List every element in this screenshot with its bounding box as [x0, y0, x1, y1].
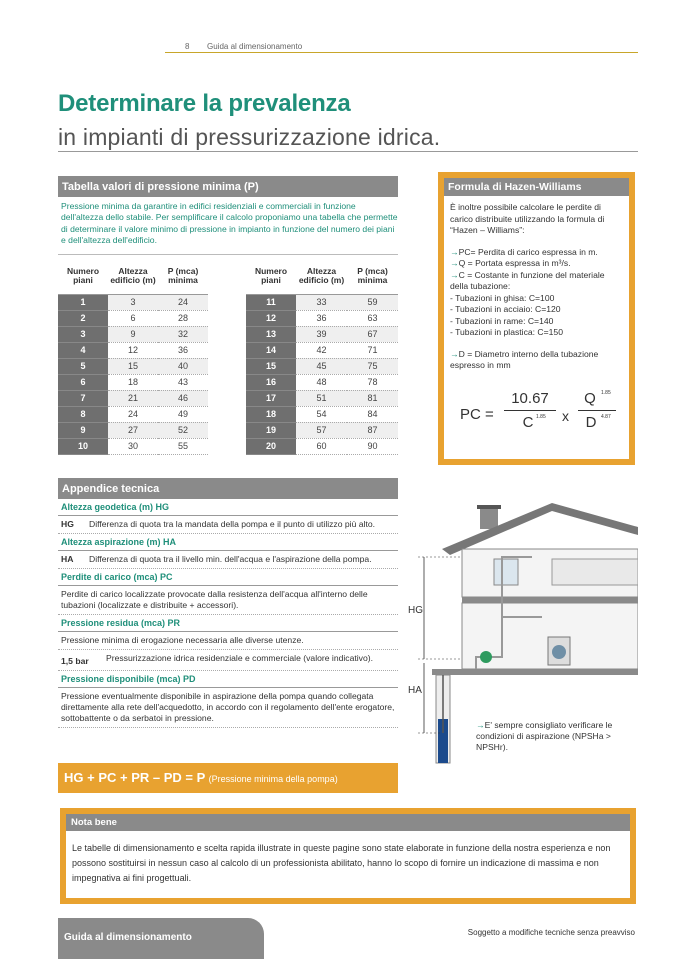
formula-num2: Q: [584, 390, 596, 407]
floor-number-cell: 18: [246, 406, 296, 422]
pressure-cell: 55: [158, 438, 208, 454]
pressure-cell: 78: [347, 374, 398, 390]
pressure-equation: [58, 763, 398, 793]
arrow-icon: →: [476, 720, 485, 730]
height-cell: 33: [296, 294, 347, 310]
pressure-cell: 49: [158, 406, 208, 422]
pressure-cell: 75: [347, 358, 398, 374]
height-cell: 54: [296, 406, 347, 422]
equation-note: (Pressione minima della pompa): [208, 774, 338, 784]
q-definition: [450, 258, 623, 270]
pressure-table-intro: Pressione minima da garantire in edifici residenziali e commerciali in funzione dell'altezza dello stabile. Per semplificare il calcolo proponiamo una tabella che permette di determinare il valore minimo di pressione in impianto in funzione del numero dei piani e dell'altezza dell'edificio.: [61, 201, 398, 245]
col-header: Numero piani: [246, 258, 296, 294]
table-row: [58, 422, 208, 438]
floor-number-cell: 10: [58, 438, 108, 454]
table-row: [58, 326, 208, 342]
term-key: 1,5 bar: [61, 656, 89, 666]
table-row: [246, 294, 398, 310]
chimney: [480, 507, 498, 529]
table-row: [246, 342, 398, 358]
appendix-heading: Appendice tecnica: [58, 478, 398, 499]
formula-box: [438, 172, 635, 465]
appendix-section-title: Altezza geodetica (m) HG: [58, 499, 398, 516]
appendix-row: [58, 586, 398, 615]
height-cell: 39: [296, 326, 347, 342]
floor-number-cell: 5: [58, 358, 108, 374]
formula-den1: C: [522, 414, 534, 431]
floor-number-cell: 17: [246, 390, 296, 406]
material-item: - Tubazioni in plastica: C=150: [450, 327, 563, 337]
height-cell: 57: [296, 422, 347, 438]
pressure-cell: 71: [347, 342, 398, 358]
pressure-table-heading: Tabella valori di pressione minima (P): [58, 176, 398, 197]
appendix-section-title: Pressione disponibile (mca) PD: [58, 671, 398, 688]
appendix-row: [58, 516, 398, 534]
pressure-cell: 84: [347, 406, 398, 422]
appendix-section-title: Pressione residua (mca) PR: [58, 615, 398, 632]
table-row: [246, 438, 398, 454]
table-row: [58, 374, 208, 390]
footer-tab: Guida al dimensionamento: [58, 918, 264, 959]
height-cell: 3: [108, 294, 158, 310]
height-cell: 27: [108, 422, 158, 438]
height-cell: 48: [296, 374, 347, 390]
window: [494, 559, 518, 585]
term-desc: Pressione eventualmente disponibile in aspirazione della pompa quando collegata direttamente alla rete dell'acquedotto, in accordo con il regolamento dell'ente erogatore, sottobattente o da serbatoi in pressione.: [61, 691, 395, 723]
material-item: - Tubazioni in rame: C=140: [450, 315, 554, 326]
term-desc: Differenza di quota tra la mandata della pompa e il punto di utilizzo più alto.: [89, 519, 375, 529]
pc-definition-text: PC= Perdita di carico espressa in m.: [458, 246, 598, 257]
fraction-line: [504, 410, 556, 411]
hazen-williams-formula: [448, 386, 618, 436]
table-row: [246, 390, 398, 406]
exp-q: 1.85: [601, 390, 611, 396]
table-row: [246, 374, 398, 390]
pressure-cell: 81: [347, 390, 398, 406]
formula-den2: D: [585, 414, 597, 431]
arrow-icon: →: [450, 258, 459, 268]
kitchen-cabinets: [552, 559, 638, 585]
height-cell: 60: [296, 438, 347, 454]
table-row: [58, 390, 208, 406]
height-cell: 30: [108, 438, 158, 454]
height-cell: 9: [108, 326, 158, 342]
term-desc: Pressione minima di erogazione necessaria alle diverse utenze.: [61, 635, 304, 645]
col-header: Altezza edificio (m): [296, 258, 347, 294]
nota-bene-text: Le tabelle di dimensionamento e scelta rapida illustrate in queste pagine sono state elaborate in funzione della nostra esperienza e non possono sostituirsi in nessun caso al calcolo di un professionista abilitato, hanno lo scopo di fornire un indicazione di massima e non impegnativa ai fini progettuali.: [72, 843, 611, 883]
pressure-cell: 90: [347, 438, 398, 454]
appendix-row: [58, 632, 398, 650]
page-header: [165, 40, 638, 53]
material-item: - Tubazioni in ghisa: C=100: [450, 292, 555, 303]
pressure-cell: 87: [347, 422, 398, 438]
term-desc: Pressurizzazione idrica residenziale e commerciale (valore indicativo).: [106, 653, 373, 663]
appendix-row: [58, 688, 398, 728]
floor-number-cell: 11: [246, 294, 296, 310]
floor-number-cell: 8: [58, 406, 108, 422]
height-cell: 12: [108, 342, 158, 358]
table-row: [246, 326, 398, 342]
height-cell: 51: [296, 390, 347, 406]
table-row: [246, 406, 398, 422]
floor-number-cell: 6: [58, 374, 108, 390]
pressure-cell: 46: [158, 390, 208, 406]
height-cell: 21: [108, 390, 158, 406]
q-definition-text: Q = Portata espressa in m³/s.: [458, 258, 571, 268]
col-header: Numero piani: [58, 258, 108, 294]
appendix-list: [58, 499, 398, 728]
pressure-cell: 43: [158, 374, 208, 390]
formula-num1: 10.67: [511, 390, 549, 407]
height-cell: 15: [108, 358, 158, 374]
term-key: HG: [61, 519, 74, 529]
formula-intro: È inoltre possibile calcolare le perdite di carico distribuite utilizzando la formula di “Hazen – Williams”:: [450, 202, 605, 235]
height-cell: 24: [108, 406, 158, 422]
page-number: 8: [185, 42, 190, 51]
height-cell: 42: [296, 342, 347, 358]
equation-main: HG + PC + PR – PD = P: [64, 770, 206, 785]
exp-d: 4.87: [601, 414, 611, 420]
title-divider: [58, 151, 638, 152]
table-row: [58, 342, 208, 358]
floor-number-cell: 9: [58, 422, 108, 438]
pressure-cell: 59: [347, 294, 398, 310]
ha-label: HA: [408, 685, 422, 696]
roof: [442, 503, 638, 555]
floor-number-cell: 20: [246, 438, 296, 454]
floor-number-cell: 4: [58, 342, 108, 358]
term-key: HA: [61, 554, 74, 564]
page-subtitle: in impianti di pressurizzazione idrica.: [58, 124, 441, 150]
pressure-cell: 32: [158, 326, 208, 342]
pressure-cell: 67: [347, 326, 398, 342]
arrow-icon: →: [450, 269, 459, 280]
table-row: [58, 438, 208, 454]
table-row: [246, 358, 398, 374]
hg-label: HG: [408, 605, 423, 616]
floor-number-cell: 3: [58, 326, 108, 342]
nota-bene-heading: Nota bene: [66, 814, 630, 831]
table-row: [58, 358, 208, 374]
col-header: P (mca) minima: [158, 258, 208, 294]
floor-slab: [462, 597, 638, 603]
height-cell: 36: [296, 310, 347, 326]
exp-c: 1.85: [536, 414, 546, 420]
formula-box-heading: Formula di Hazen-Williams: [444, 178, 629, 196]
appendix-section-title: Altezza aspirazione (m) HA: [58, 534, 398, 551]
height-cell: 18: [108, 374, 158, 390]
footer-note: Soggetto a modifiche tecniche senza preavviso: [467, 928, 635, 937]
floor-number-cell: 19: [246, 422, 296, 438]
divider: [58, 254, 398, 255]
times-sign: x: [562, 408, 569, 424]
pressure-cell: 52: [158, 422, 208, 438]
pressure-cell: 28: [158, 310, 208, 326]
floor-number-cell: 1: [58, 294, 108, 310]
pressure-table-right: [246, 258, 398, 455]
pc-definition: [450, 247, 623, 259]
nota-bene-box: [60, 808, 636, 904]
table-row: [58, 310, 208, 326]
pressure-cell: 36: [158, 342, 208, 358]
height-cell: 6: [108, 310, 158, 326]
appendix-row: [58, 551, 398, 569]
pressure-cell: 40: [158, 358, 208, 374]
floor-number-cell: 12: [246, 310, 296, 326]
pressure-cell: 63: [347, 310, 398, 326]
floor-number-cell: 16: [246, 374, 296, 390]
appendix-section-title: Perdite di carico (mca) PC: [58, 569, 398, 586]
d-definition-text: D = Diametro interno della tubazione espresso in mm: [450, 348, 599, 370]
table-row: [58, 294, 208, 310]
header-section: Guida al dimensionamento: [207, 42, 303, 51]
nota-bene-inner: [66, 814, 630, 898]
formula-lhs: PC =: [460, 406, 494, 423]
pump: [480, 651, 492, 663]
floor-number-cell: 7: [58, 390, 108, 406]
appendix-row: [58, 650, 398, 671]
fraction-line: [578, 410, 616, 411]
term-desc: Perdite di carico localizzate provocate dalla resistenza dell'acqua all'interno delle tubazioni (localizzate e distribuite + accessori).: [61, 589, 368, 610]
col-header: P (mca) minima: [347, 258, 398, 294]
c-definition-text: C = Costante in funzione del materiale della tubazione:: [450, 269, 605, 291]
term-desc: Differenza di quota tra il livello min. dell'acqua e l'aspirazione della pompa.: [89, 554, 372, 564]
pressure-cell: 24: [158, 294, 208, 310]
washing-machine-door: [552, 645, 566, 659]
floor-number-cell: 15: [246, 358, 296, 374]
npsh-advice-text: E' sempre consigliato verificare le condizioni di aspirazione (NPSHa > NPSHr).: [476, 720, 613, 752]
page-title: Determinare la prevalenza: [58, 90, 351, 117]
floor-number-cell: 13: [246, 326, 296, 342]
table-row: [246, 422, 398, 438]
chimney-cap: [477, 505, 501, 509]
pressure-table-left: [58, 258, 208, 455]
c-definition: [450, 270, 623, 293]
floor-number-cell: 2: [58, 310, 108, 326]
ground-line: [432, 669, 638, 675]
arrow-icon: →: [450, 246, 459, 257]
height-cell: 45: [296, 358, 347, 374]
table-row: [58, 406, 208, 422]
d-definition: [450, 349, 623, 372]
col-header: Altezza edificio (m): [108, 258, 158, 294]
material-item: - Tubazioni in acciaio: C=120: [450, 304, 561, 314]
arrow-icon: →: [450, 348, 459, 359]
table-row: [246, 310, 398, 326]
floor-number-cell: 14: [246, 342, 296, 358]
npsh-advice: [476, 720, 636, 753]
